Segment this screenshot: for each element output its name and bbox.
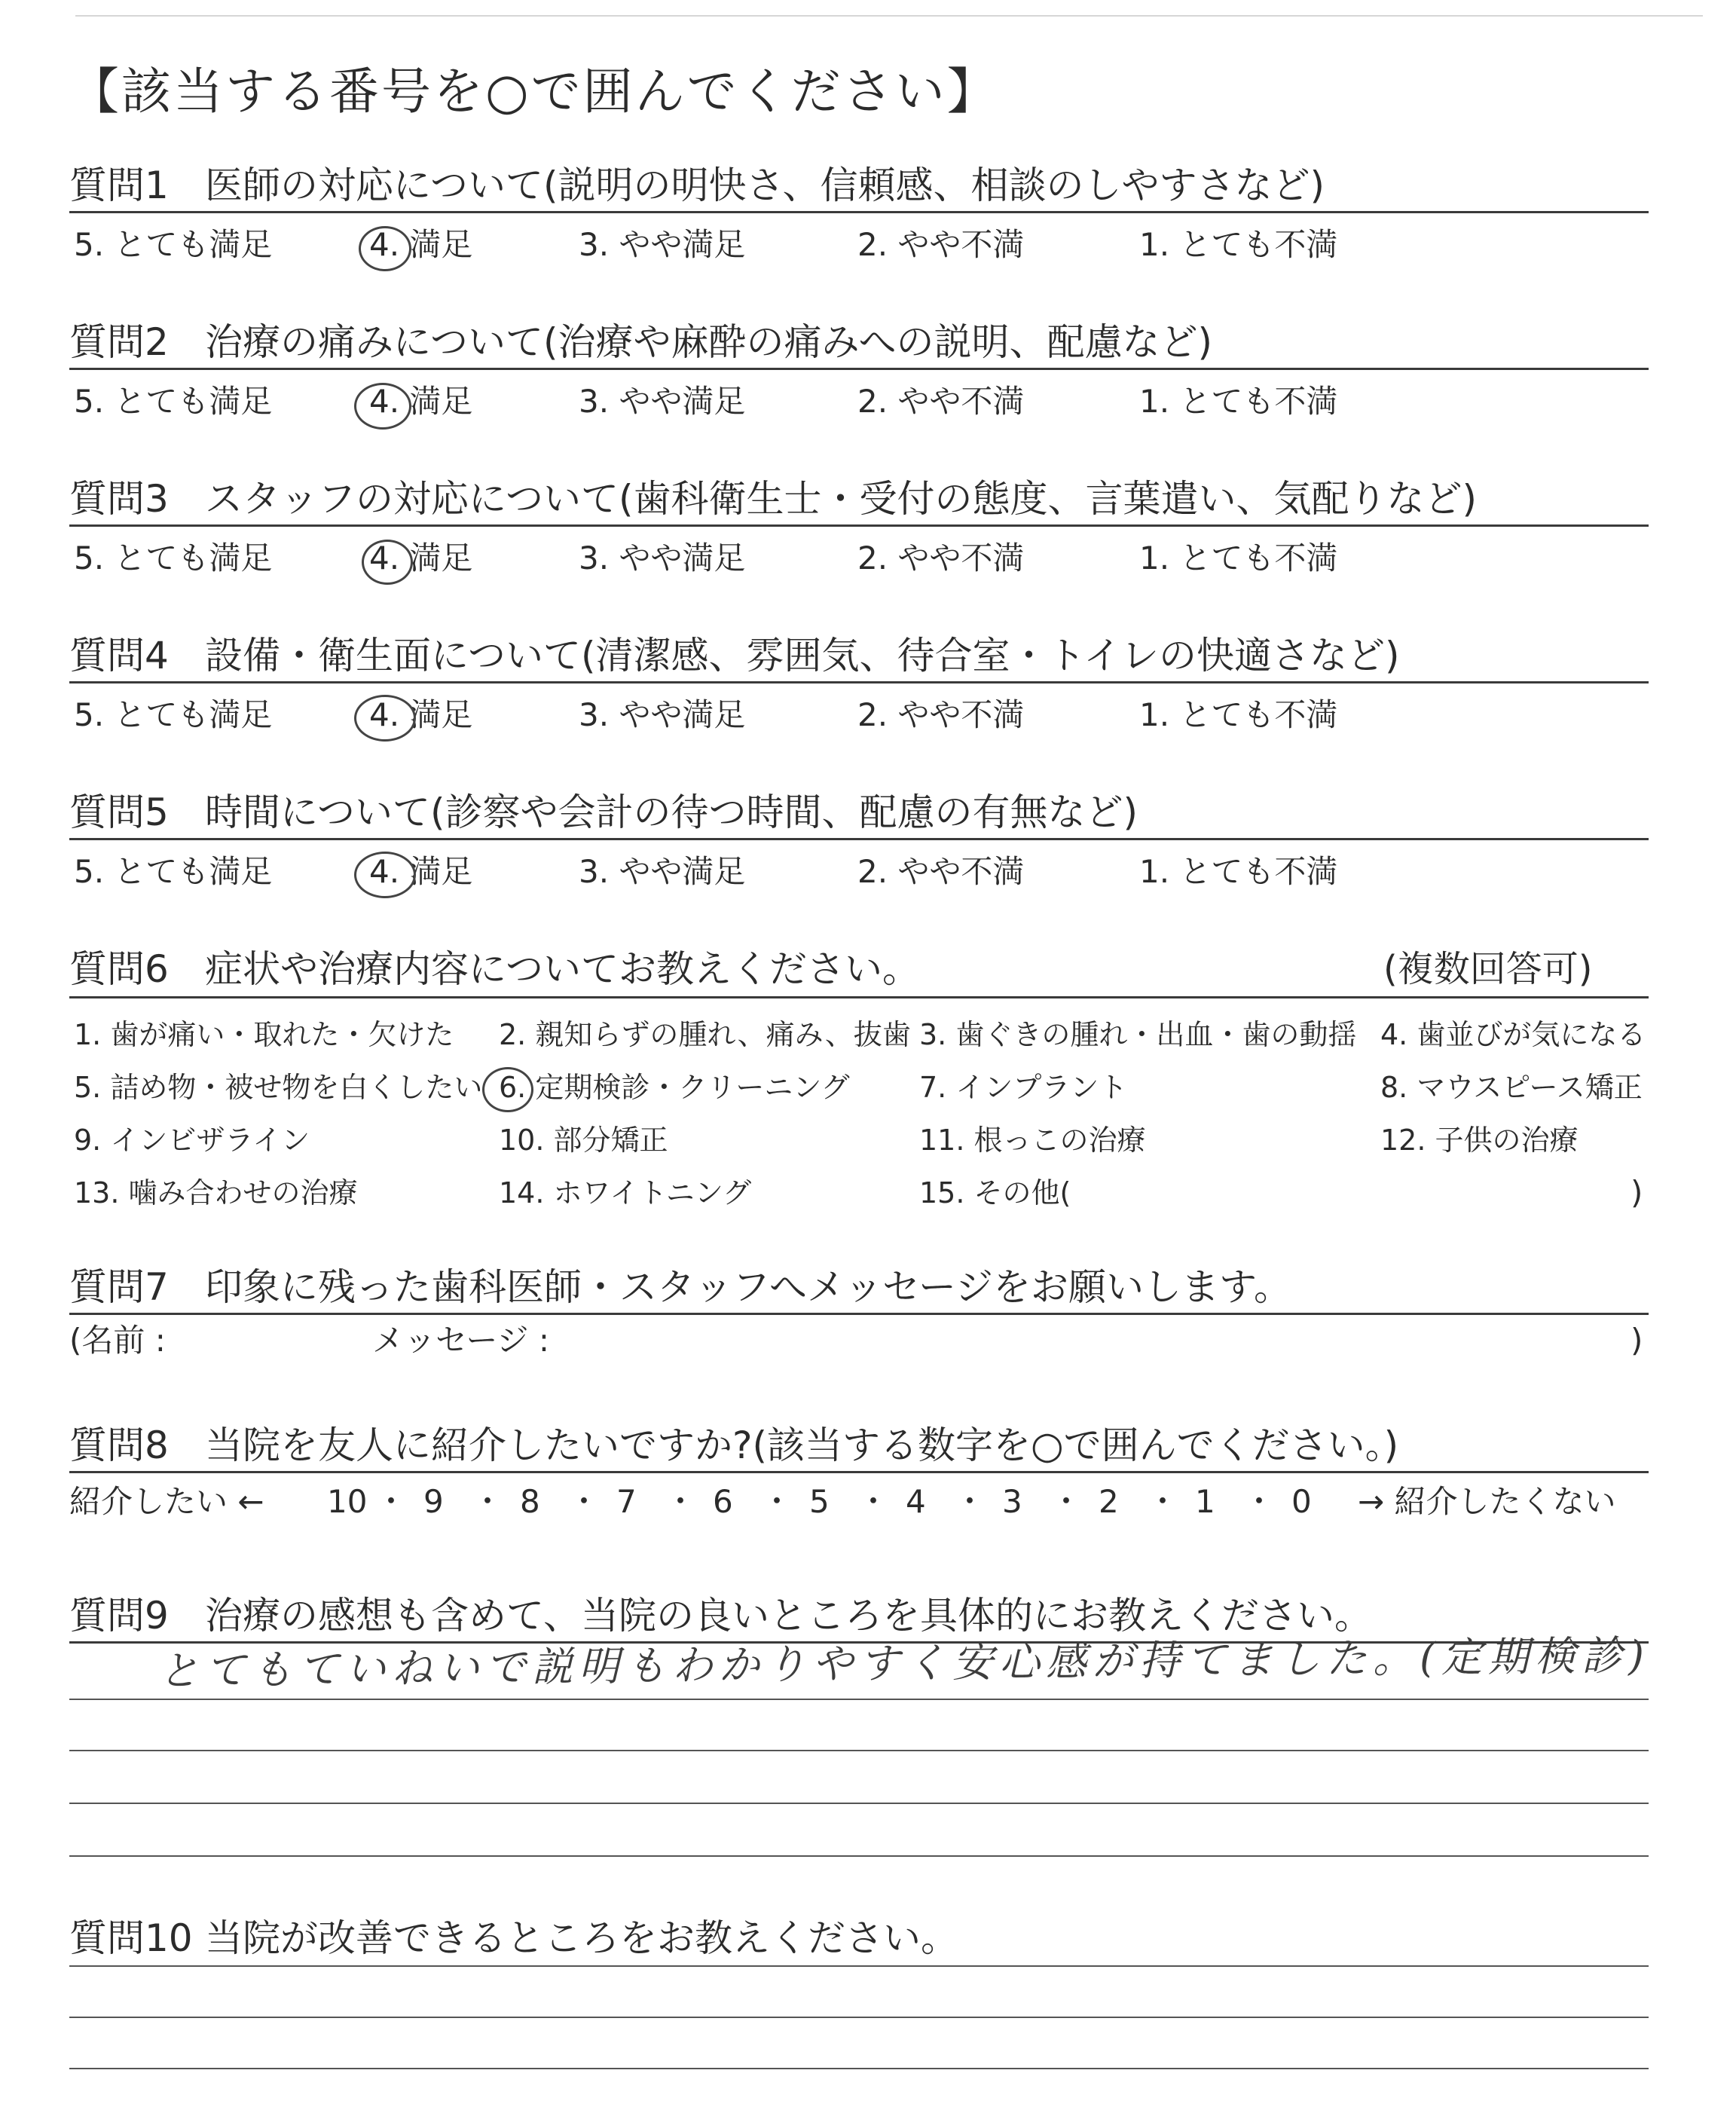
scale-number-4[interactable]: 4 [906,1483,926,1520]
scale-separator: ・ [1050,1483,1083,1520]
treatment-option-1[interactable]: 1. 歯が痛い・取れた・欠けた [74,1018,454,1051]
option-5[interactable]: 5. とても満足 [74,696,273,733]
question-rule [69,1313,1649,1315]
writing-line [69,2017,1649,2018]
scale-number-5[interactable]: 5 [809,1483,830,1520]
treatment-option-12[interactable]: 12. 子供の治療 [1380,1124,1579,1157]
multiple-answers-note: (複数回答可) [1383,948,1593,990]
option-4[interactable]: 4. 満足 [369,853,473,890]
question-text: 時間について(診察や会計の待つ時間、配慮の有無など) [205,790,1138,834]
question-text: 治療の感想も含めて、当院の良いところを具体的にお教えください。 [205,1594,1372,1638]
writing-line [69,1965,1649,1967]
option-1[interactable]: 1. とても不満 [1139,226,1338,263]
option-3[interactable]: 3. やや満足 [579,853,746,890]
option-4[interactable]: 4. 満足 [369,540,473,576]
page-title: 【該当する番号を○で囲んでください】 [69,63,999,121]
scale-separator: ・ [857,1483,890,1520]
scale-number-7[interactable]: 7 [616,1483,637,1520]
option-3[interactable]: 3. やや満足 [579,383,746,420]
treatment-option-10[interactable]: 10. 部分矯正 [499,1124,668,1157]
option-1[interactable]: 1. とても不満 [1139,540,1338,576]
option-2[interactable]: 2. やや不満 [857,226,1025,263]
option-4[interactable]: 4. 満足 [369,696,473,733]
question-text: 症状や治療内容についてお教えください。 [205,947,920,991]
other-closing-paren: ) [1631,1174,1643,1211]
option-5[interactable]: 5. とても満足 [74,853,273,890]
treatment-option-4[interactable]: 4. 歯並びが気になる [1380,1018,1646,1051]
option-3[interactable]: 3. やや満足 [579,540,746,576]
question-rule [69,368,1649,370]
option-2[interactable]: 2. やや不満 [857,383,1025,420]
treatment-option-7[interactable]: 7. インプラント [919,1071,1128,1104]
question-rule [69,838,1649,840]
scale-separator: ・ [568,1483,601,1520]
option-2[interactable]: 2. やや不満 [857,696,1025,733]
option-4[interactable]: 4. 満足 [369,226,473,263]
selection-circle-mark [362,540,413,585]
question-text: 当院を友人に紹介したいですか?(該当する数字を○で囲んでください。) [205,1423,1399,1467]
message-label: メッセージ : [372,1322,549,1359]
scale-number-6[interactable]: 6 [713,1483,733,1520]
option-3[interactable]: 3. やや満足 [579,696,746,733]
scale-number-2[interactable]: 2 [1099,1483,1119,1520]
option-1[interactable]: 1. とても不満 [1139,853,1338,890]
question-label: 質問6 [69,947,169,991]
scale-separator: ・ [954,1483,986,1520]
question-rule [69,1471,1649,1473]
question-text: 印象に残った歯科医師・スタッフへメッセージをお願いします。 [205,1265,1291,1309]
selection-circle-mark [359,226,411,271]
recommend-scale [69,1482,1652,1522]
scale-number-10[interactable]: 10 [327,1483,368,1520]
scale-separator: ・ [665,1483,697,1520]
scale-separator: ・ [1243,1483,1276,1520]
treatment-option-15[interactable]: 15. その他( [919,1176,1071,1209]
question-label: 質問2 [69,320,169,364]
treatment-option-14[interactable]: 14. ホワイトニング [499,1176,752,1209]
option-1[interactable]: 1. とても不満 [1139,383,1338,420]
scale-separator: ・ [1147,1483,1179,1520]
treatment-option-13[interactable]: 13. 噛み合わせの治療 [74,1176,358,1209]
question-label: 質問7 [69,1265,169,1309]
writing-line [69,1855,1649,1857]
treatment-option-11[interactable]: 11. 根っこの治療 [919,1124,1146,1157]
top-border [75,15,1703,17]
option-1[interactable]: 1. とても不満 [1139,696,1338,733]
writing-line [69,1750,1649,1751]
question-rule [69,211,1649,213]
treatment-option-3[interactable]: 3. 歯ぐきの腫れ・出血・歯の動揺 [919,1018,1357,1051]
option-5[interactable]: 5. とても満足 [74,383,273,420]
name-label: (名前 : [69,1322,166,1359]
selection-circle-mark [354,695,416,742]
option-5[interactable]: 5. とても満足 [74,226,273,263]
treatment-option-8[interactable]: 8. マウスピース矯正 [1380,1071,1643,1104]
question-label: 質問1 [69,164,169,207]
question-rule [69,996,1649,998]
treatment-option-6[interactable]: 6. 定期検診・クリーニング [499,1071,850,1104]
option-3[interactable]: 3. やや満足 [579,226,746,263]
option-2[interactable]: 2. やや不満 [857,540,1025,576]
scale-number-3[interactable]: 3 [1002,1483,1022,1520]
question-label: 質問3 [69,477,169,521]
selection-circle-mark [482,1067,533,1112]
scale-separator: ・ [472,1483,504,1520]
scale-separator: ・ [761,1483,793,1520]
option-4[interactable]: 4. 満足 [369,383,473,420]
option-2[interactable]: 2. やや不満 [857,853,1025,890]
question-text: 設備・衛生面について(清潔感、雰囲気、待合室・トイレの快適さなど) [205,634,1400,677]
question-label: 質問5 [69,790,169,834]
treatment-option-2[interactable]: 2. 親知らずの腫れ、痛み、抜歯 [499,1018,911,1051]
writing-line [69,2068,1649,2069]
option-5[interactable]: 5. とても満足 [74,540,273,576]
writing-line [69,1699,1649,1700]
scale-separator: ・ [375,1483,408,1520]
scale-right-label: → 紹介したくない [1358,1483,1616,1520]
question-text: 治療の痛みについて(治療や麻酔の痛みへの説明、配慮など) [205,320,1213,364]
selection-circle-mark [354,383,411,430]
message-closing-paren: ) [1631,1322,1643,1359]
question-text: 医師の対応について(説明の明快さ、信頼感、相談のしやすさなど) [205,164,1325,207]
question-text: 当院が改善できるところをお教えください。 [205,1916,958,1960]
scale-number-9[interactable]: 9 [423,1483,444,1520]
question-label: 質問4 [69,634,169,677]
selection-circle-mark [354,852,416,898]
scale-number-0[interactable]: 0 [1291,1483,1312,1520]
scale-number-1[interactable]: 1 [1195,1483,1215,1520]
question-label: 質問10 [69,1916,193,1960]
handwritten-answer: とてもていねいで説明もわかりやすく安心感が持てました。(定期検診) [157,1631,1651,1695]
question-rule [69,681,1649,683]
scale-left-label: 紹介したい ← [69,1483,264,1520]
writing-line [69,1803,1649,1804]
question-rule [69,524,1649,527]
treatment-option-9[interactable]: 9. インビザライン [74,1124,310,1157]
question-label: 質問8 [69,1423,169,1467]
scale-number-8[interactable]: 8 [520,1483,540,1520]
question-label: 質問9 [69,1594,169,1638]
treatment-option-5[interactable]: 5. 詰め物・被せ物を白くしたい [74,1071,483,1104]
question-text: スタッフの対応について(歯科衛生士・受付の態度、言葉遣い、気配りなど) [205,477,1478,521]
